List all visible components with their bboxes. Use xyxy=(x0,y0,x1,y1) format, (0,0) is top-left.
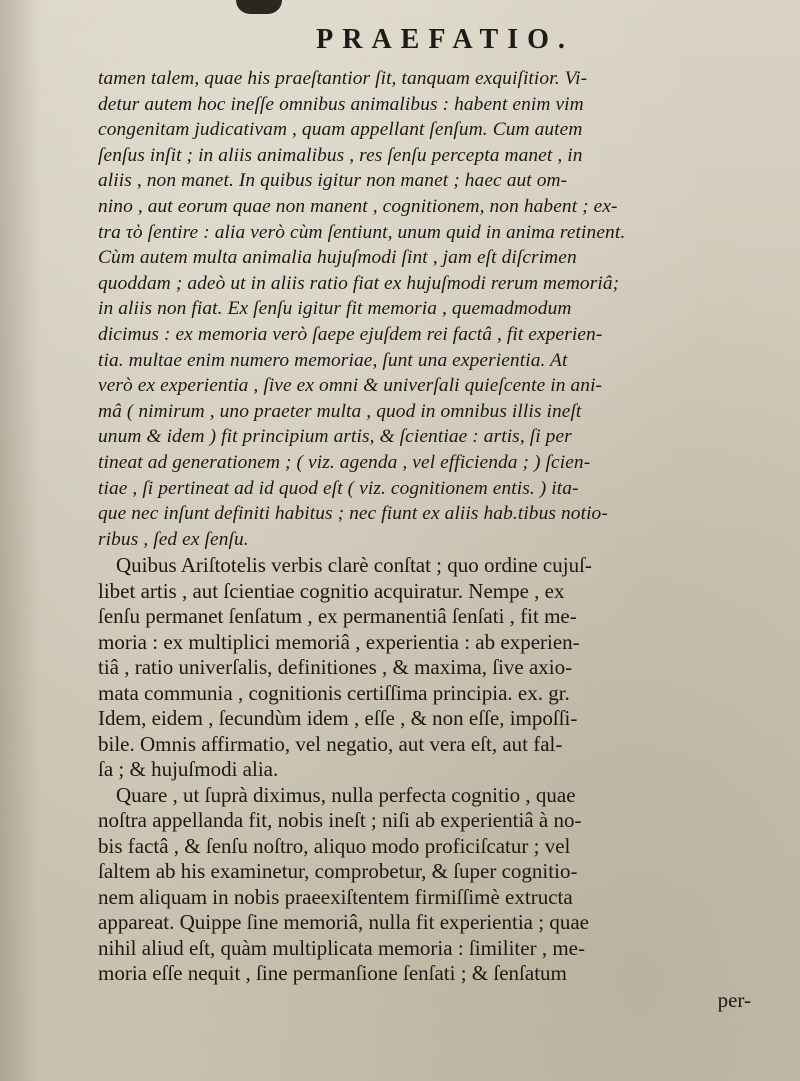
text-line: mâ ( nimirum , uno praeter multa , quod in omnibus illis ineſt xyxy=(98,400,582,422)
text-line: nino , aut eorum quae non manent , cognitionem, non habent ; ex- xyxy=(98,195,618,217)
commentary-paragraph-2 xyxy=(98,783,773,987)
text-line: libet artis , aut ſcientiae cognitio acquiratur. Nempe , ex xyxy=(98,578,565,603)
text-line: ſenſu permanet ſenſatum , ex permanentiâ ſenſati , fit me- xyxy=(98,604,577,629)
quoted-passage-italic xyxy=(98,66,773,552)
text-line: quoddam ; adeò ut in aliis ratio fiat ex hujuſmodi rerum memoriâ; xyxy=(98,272,620,294)
text-line: Cùm autem multa animalia hujuſmodi ſint , jam eſt diſcrimen xyxy=(98,247,577,269)
text-line: tra τὸ ſentire : alia verò cùm ſentiunt, unum quid in anima retinent. xyxy=(98,221,626,243)
text-line: bile. Omnis affirmatio, vel negatio, aut vera eſt, aut fal- xyxy=(98,731,563,756)
text-line: ſa ; & hujuſmodi alia. xyxy=(98,757,279,782)
running-header xyxy=(0,24,800,56)
catchword: per- xyxy=(717,987,751,1012)
text-line: tamen talem, quae his praeſtantior ſit, tanquam exquiſitior. Vi- xyxy=(98,68,588,89)
text-line: Idem, eidem , ſecundùm idem , eſſe , & non eſſe, impoſſi- xyxy=(98,706,578,731)
text-line: tia. multae enim numero memoriae, ſunt una experientia. At xyxy=(98,349,568,371)
text-line: verò ex experientia , ſive ex omni & univerſali quieſcente in ani- xyxy=(98,375,603,397)
text-line: Quare , ut ſuprà diximus, nulla perfecta cognitio , quae xyxy=(116,782,576,807)
text-line: que nec inſunt definiti habitus ; nec fiunt ex aliis hab.tibus notio- xyxy=(98,503,608,525)
running-title: PRAEFATIO. xyxy=(316,24,574,55)
text-line: ſenſus inſit ; in aliis animalibus , res ſenſu percepta manet , in xyxy=(98,144,583,166)
text-line: aliis , non manet. In quibus igitur non manet ; haec aut om- xyxy=(98,170,568,192)
text-line: bis factâ , & ſenſu noſtro, aliquo modo proficiſcatur ; vel xyxy=(98,833,571,858)
text-line: unum & idem ) fit principium artis, & ſcientiae : artis, ſi per xyxy=(98,426,572,448)
text-line: nihil aliud eſt, quàm multiplicata memoria : ſimiliter , me- xyxy=(98,935,585,960)
text-line: tiâ , ratio univerſalis, definitiones , & maxima, ſive axio- xyxy=(98,655,573,680)
text-line: tiae , ſi pertineat ad id quod eſt ( viz. cognitionem entis. ) ita- xyxy=(98,477,579,499)
commentary-paragraph-1 xyxy=(98,553,773,783)
text-line: noſtra appellanda fit, nobis ineſt ; niſi ab experientiâ à no- xyxy=(98,808,582,833)
text-line: in aliis non fiat. Ex ſenſu igitur fit memoria , quemadmodum xyxy=(98,298,572,320)
text-line: ribus , ſed ex ſenſu. xyxy=(98,528,249,550)
text-line: dicimus : ex memoria verò ſaepe ejuſdem rei factâ , fit experien- xyxy=(98,323,603,345)
text-line: moria : ex multiplici memoriâ , experientia : ab experien- xyxy=(98,629,580,654)
page-edge-shadow xyxy=(0,0,40,1081)
text-line: ſaltem ab his examinetur, comprobetur, & ſuper cognitio- xyxy=(98,859,578,884)
text-block xyxy=(98,66,773,1013)
text-line: detur autem hoc ineſſe omnibus animalibus : habent enim vim xyxy=(98,93,584,115)
text-line: tineat ad generationem ; ( viz. agenda , vel efficienda ; ) ſcien- xyxy=(98,451,591,473)
text-line: congenitam judicativam , quam appellant ſenſum. Cum autem xyxy=(98,119,583,141)
printers-ornament xyxy=(236,0,282,14)
text-line: mata communia , cognitionis certiſſima principia. ex. gr. xyxy=(98,680,570,705)
text-line: moria eſſe nequit , ſine permanſione ſenſati ; & ſenſatum xyxy=(98,961,567,986)
text-line: nem aliquam in nobis praeexiſtentem firmiſſimè extructa xyxy=(98,884,573,909)
text-line: Quibus Ariſtotelis verbis clarè conſtat ; quo ordine cujuſ- xyxy=(116,553,592,578)
text-line: appareat. Quippe ſine memoriâ, nulla fit experientia ; quae xyxy=(98,910,589,935)
